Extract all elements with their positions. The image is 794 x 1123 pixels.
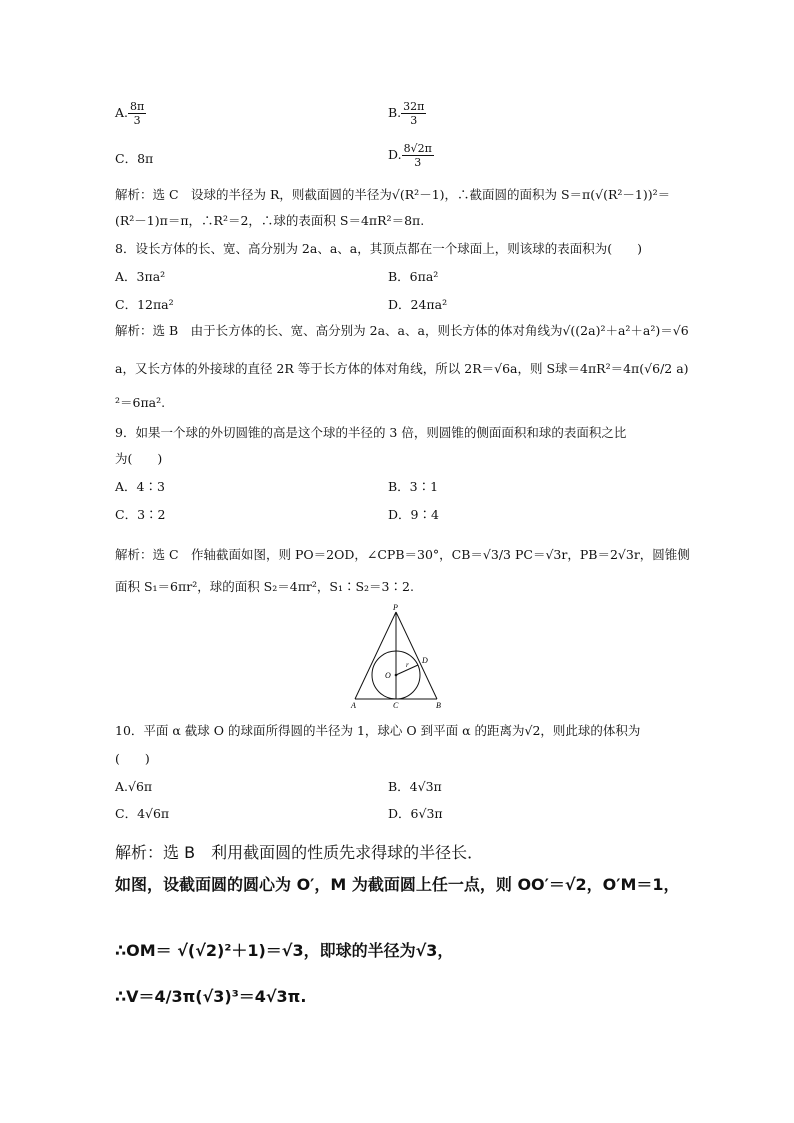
q8-option-b: B．6πa² [388, 269, 439, 284]
q8-solution-line-1: 解析：选 B 由于长方体的长、宽、高分别为 2a、a、a，则长方体的体对角线为√((2a)²＋a²＋a²)＝√6 [115, 323, 689, 338]
q7-option-a-numerator: 8π [130, 100, 145, 113]
q8-option-c: C．12πa² [115, 297, 174, 312]
q8-solution-line-2: a，又长方体的外接球的直径 2R 等于长方体的体对角线，所以 2R＝√6a，则 S球＝4πR²＝4π(√6/2 a) [115, 361, 689, 376]
q10-option-a: A.√6π [115, 779, 153, 794]
q10-solution-line-1: 解析：选 B 利用截面圆的性质先求得球的半径长． [115, 843, 484, 862]
q7-option-d-denominator: 3 [414, 156, 422, 169]
q7-option-b-label: B. [388, 105, 402, 120]
q8-option-d: D．24πa² [388, 297, 448, 312]
q9-option-c: C．3∶2 [115, 507, 166, 522]
label-d: D [422, 656, 428, 665]
q9-solution-line-1: 解析：选 C 作轴截面如图，则 PO＝2OD，∠CPB＝30°，CB＝√3/3 PC＝√3r，PB＝2√3r，圆锥侧 [115, 547, 690, 562]
q7-option-b-fraction [401, 100, 426, 127]
q9-stem-line-1: 9．如果一个球的外切圆锥的高是这个球的半径的 3 倍，则圆锥的侧面面积和球的表面积之比 [115, 425, 627, 440]
q10-stem-line-1: 10．平面 α 截球 O 的球面所得圆的半径为 1，球心 O 到平面 α 的距离为√2，则此球的体积为 [115, 723, 641, 738]
q7-option-b-numerator: 32π [403, 100, 425, 113]
edge-pa [355, 612, 396, 699]
q8-option-a: A．3πa² [115, 269, 166, 284]
label-a: A [351, 701, 356, 710]
q7-option-b-denominator: 3 [410, 114, 418, 127]
q7-option-a [115, 100, 146, 127]
q10-stem-line-2: ( ) [115, 751, 150, 766]
q9-option-d: D．9∶4 [388, 507, 439, 522]
q9-solution-line-2: 面积 S₁＝6πr²，球的面积 S₂＝4πr²，S₁∶S₂＝3∶2. [115, 579, 414, 594]
q7-option-b [388, 100, 426, 127]
label-r: r [406, 661, 409, 669]
q9-option-a: A．4∶3 [115, 479, 165, 494]
q10-option-d: D．6√3π [388, 806, 443, 821]
label-b: B [436, 701, 441, 710]
edge-pb [396, 612, 437, 699]
q7-option-a-label: A. [115, 105, 129, 120]
q7-option-c: C．8π [115, 151, 154, 166]
q9-option-b: B．3∶1 [388, 479, 439, 494]
q7-option-d-fraction [402, 142, 434, 169]
label-c: C [393, 701, 399, 710]
q7-option-d-numerator: 8√2π [403, 142, 432, 155]
q9-stem-line-2: 为( ) [115, 451, 163, 466]
q8-solution-line-3: ²＝6πa². [115, 395, 166, 410]
label-p: P [393, 603, 398, 612]
q7-option-d-label: D. [388, 147, 402, 162]
q10-solution-line-3: ∴OM＝ √(√2)²＋1)＝√3，即球的半径为√3， [115, 941, 454, 960]
label-o: O [385, 671, 391, 680]
q10-option-b: B．4√3π [388, 779, 442, 794]
q7-option-d [388, 142, 434, 169]
center-point-o [395, 674, 398, 677]
q7-solution-line-1: 解析：选 C 设球的半径为 R，则截面圆的半径为√(R²－1)，∴截面圆的面积为 S＝π(√(R²－1))²＝ [115, 187, 671, 202]
q7-option-a-fraction [128, 100, 146, 127]
cone-sphere-diagram [350, 602, 450, 710]
q7-option-a-denominator: 3 [133, 114, 141, 127]
q10-solution-line-2: 如图，设截面圆的圆心为 O′，M 为截面圆上任一点，则 OO′＝√2，O′M＝1， [115, 875, 680, 894]
q7-solution-line-2: (R²－1)π＝π，∴R²＝2，∴球的表面积 S＝4πR²＝8π. [115, 213, 425, 228]
q10-solution-line-4: ∴V＝4/3π(√3)³＝4√3π. [115, 987, 307, 1006]
q10-option-c: C．4√6π [115, 806, 170, 821]
q8-stem: 8．设长方体的长、宽、高分别为 2a、a、a，其顶点都在一个球面上，则该球的表面积为( ) [115, 241, 642, 256]
